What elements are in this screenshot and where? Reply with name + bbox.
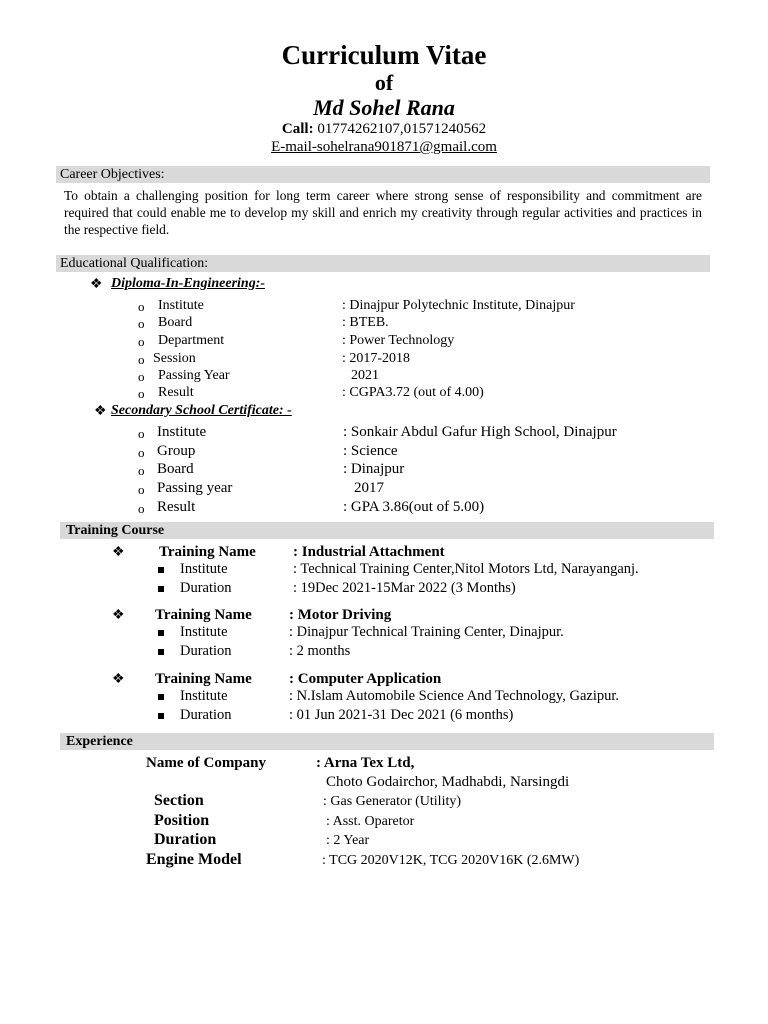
- section-label: Section: [154, 792, 204, 809]
- call-label: Call:: [281, 121, 314, 137]
- diamond-bullet-icon: ❖: [112, 608, 125, 623]
- diploma-row-label: Department: [158, 333, 225, 348]
- ssc-row-label: Passing year: [157, 480, 233, 496]
- engine-value: : TCG 2020V12K, TCG 2020V16K (2.6MW): [322, 853, 580, 868]
- training-duration-value: : 2 months: [289, 643, 351, 659]
- experience-heading: Experience: [60, 733, 714, 750]
- ssc-row-value: : GPA 3.86(out of 5.00): [343, 499, 485, 515]
- career-text: To obtain a challenging position for long term career where strong sense of responsibility and commitment are required that could enable me to develop my skill and enrich my creativity through regular activities and practices in the respective field.: [64, 188, 702, 237]
- diamond-bullet-icon: ❖: [90, 277, 103, 292]
- circle-bullet-icon: o: [138, 352, 145, 367]
- training-institute-label: Institute: [180, 561, 228, 577]
- education-heading: Educational Qualification:: [56, 255, 710, 272]
- diploma-row-label: Result: [158, 385, 194, 400]
- circle-bullet-icon: o: [138, 482, 145, 497]
- ssc-row-label: Group: [157, 443, 196, 459]
- circle-bullet-icon: o: [138, 463, 145, 478]
- diploma-row-label: Passing Year: [158, 368, 230, 383]
- diploma-row-value: : 2017-2018: [342, 351, 411, 366]
- diploma-row-value: : Dinajpur Polytechnic Institute, Dinajpur: [342, 298, 575, 313]
- training-name-value: : Computer Application: [289, 671, 442, 687]
- training-institute-value: : Dinajpur Technical Training Center, Dinajpur.: [289, 624, 564, 640]
- training-name-label: Training Name: [155, 607, 252, 623]
- diamond-bullet-icon: ❖: [112, 545, 125, 560]
- diploma-row-value: 2021: [351, 368, 379, 383]
- training-name-label: Training Name: [159, 544, 256, 560]
- duration-label: Duration: [154, 831, 217, 848]
- square-bullet-icon: [158, 713, 164, 719]
- training-institute-value: : Technical Training Center,Nitol Motors Ltd, Narayanganj.: [293, 561, 639, 577]
- training-name-value: : Industrial Attachment: [293, 544, 445, 560]
- diploma-row-label: Board: [158, 315, 193, 330]
- square-bullet-icon: [158, 649, 164, 655]
- ssc-title: Secondary School Certificate: -: [111, 403, 292, 418]
- training-name-label: Training Name: [155, 671, 252, 687]
- circle-bullet-icon: o: [138, 445, 145, 460]
- position-value: : Asst. Oparetor: [326, 814, 415, 829]
- diploma-row-value: : BTEB.: [342, 315, 389, 330]
- diamond-bullet-icon: ❖: [94, 404, 107, 419]
- company-label: Name of Company: [146, 755, 266, 771]
- ssc-row-label: Result: [157, 499, 196, 515]
- diploma-row-value: : CGPA3.72 (out of 4.00): [342, 385, 484, 400]
- contact-email: E-mail-sohelrana901871@gmail.com: [271, 139, 497, 155]
- training-institute-label: Institute: [180, 624, 228, 640]
- company-name: : Arna Tex Ltd,: [316, 755, 415, 771]
- training-duration-value: : 19Dec 2021-15Mar 2022 (3 Months): [293, 580, 516, 596]
- circle-bullet-icon: o: [138, 426, 145, 441]
- training-institute-label: Institute: [180, 688, 228, 704]
- circle-bullet-icon: o: [138, 334, 145, 349]
- circle-bullet-icon: o: [138, 501, 145, 516]
- training-institute-value: : N.Islam Automobile Science And Technology, Gazipur.: [289, 688, 620, 704]
- duration-value: : 2 Year: [326, 833, 370, 848]
- circle-bullet-icon: o: [138, 386, 145, 401]
- training-name-value: : Motor Driving: [289, 607, 392, 623]
- ssc-row-value: : Dinajpur: [343, 461, 405, 477]
- section-value: : Gas Generator (Utility): [323, 794, 462, 809]
- square-bullet-icon: [158, 630, 164, 636]
- career-heading: Career Objectives:: [56, 166, 710, 183]
- ssc-row-value: : Sonkair Abdul Gafur High School, Dinajpur: [343, 424, 617, 440]
- candidate-name: Md Sohel Rana: [313, 95, 455, 120]
- engine-label: Engine Model: [146, 851, 242, 868]
- training-heading: Training Course: [60, 522, 714, 539]
- ssc-row-label: Institute: [157, 424, 207, 440]
- circle-bullet-icon: o: [138, 299, 145, 314]
- training-duration-value: : 01 Jun 2021-31 Dec 2021 (6 months): [289, 707, 514, 723]
- square-bullet-icon: [158, 586, 164, 592]
- company-address: Choto Godairchor, Madhabdi, Narsingdi: [326, 774, 570, 790]
- document-title: Curriculum Vitae: [281, 40, 487, 70]
- diploma-row-value: : Power Technology: [342, 333, 455, 348]
- title-of: of: [374, 70, 394, 95]
- training-duration-label: Duration: [180, 707, 232, 723]
- circle-bullet-icon: o: [138, 369, 145, 384]
- diploma-row-label: Institute: [158, 298, 204, 313]
- diploma-title: Diploma-In-Engineering:-: [111, 276, 266, 291]
- diploma-row-label: Session: [153, 351, 196, 366]
- call-numbers: 01774262107,01571240562: [317, 121, 487, 137]
- contact-phone: [0, 121, 768, 138]
- position-label: Position: [154, 812, 210, 829]
- square-bullet-icon: [158, 567, 164, 573]
- diamond-bullet-icon: ❖: [112, 672, 125, 687]
- training-duration-label: Duration: [180, 643, 232, 659]
- square-bullet-icon: [158, 694, 164, 700]
- ssc-row-value: : Science: [343, 443, 398, 459]
- circle-bullet-icon: o: [138, 316, 145, 331]
- training-duration-label: Duration: [180, 580, 232, 596]
- ssc-row-label: Board: [157, 461, 194, 477]
- ssc-row-value: 2017: [354, 480, 384, 496]
